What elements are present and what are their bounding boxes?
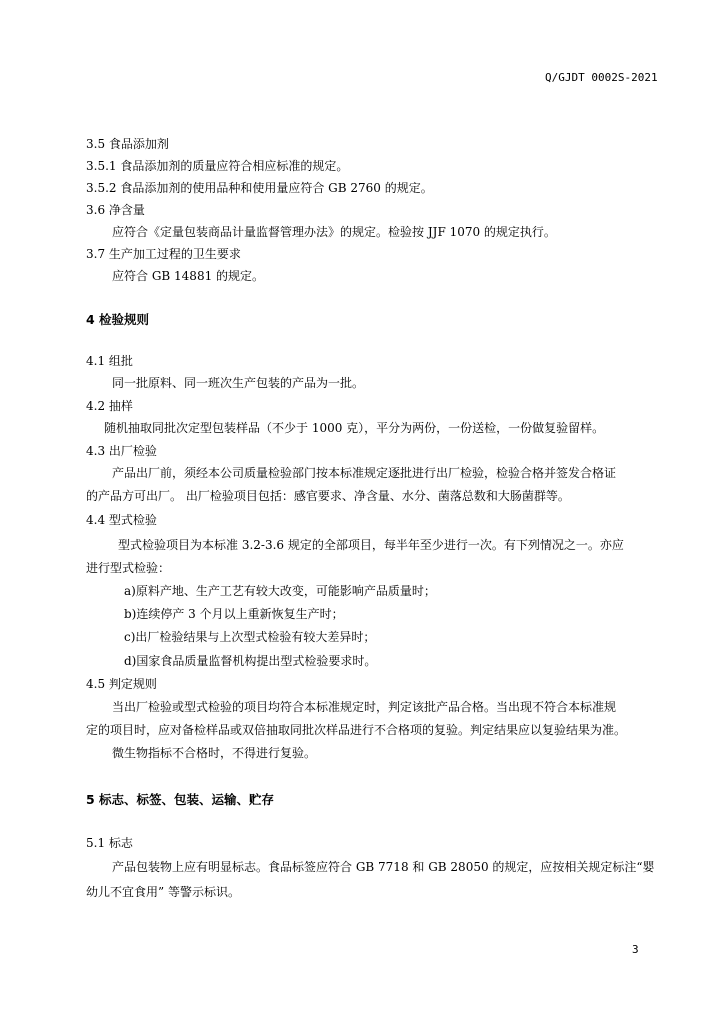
section-3-5-2: 3.5.2 食品添加剂的使用品种和使用量应符合 GB 2760 的规定。 bbox=[86, 181, 433, 195]
section-4-2-title: 4.2 抽样 bbox=[86, 399, 133, 413]
section-5-1-body-line-1: 产品包装物上应有明显标志。食品标签应符合 GB 7718 和 GB 28050 的规定，应按相关规定标注“婴 bbox=[112, 860, 655, 874]
page-number: 3 bbox=[632, 943, 639, 956]
section-5-1-body-line-2: 幼儿不宜食用” 等警示标识。 bbox=[86, 885, 240, 899]
section-4-3-body-line-2: 的产品方可出厂。 出厂检验项目包括：感官要求、净含量、水分、菌落总数和大肠菌群等。 bbox=[86, 489, 570, 503]
section-4-1-title: 4.1 组批 bbox=[86, 354, 133, 368]
section-4-4-title: 4.4 型式检验 bbox=[86, 513, 157, 527]
section-4-5-title: 4.5 判定规则 bbox=[86, 677, 157, 691]
section-4-2-body: 随机抽取同批次定型包装样品（不少于 1000 克），平分为两份，一份送检，一份做复验留样。 bbox=[104, 421, 605, 435]
list-item-c: c)出厂检验结果与上次型式检验有较大差异时； bbox=[124, 630, 376, 644]
section-3-7-body: 应符合 GB 14881 的规定。 bbox=[112, 269, 265, 283]
section-3-5-title: 3.5 食品添加剂 bbox=[86, 137, 169, 151]
section-4-5-body-line-2: 定的项目时，应对备检样品或双倍抽取同批次样品进行不合格项的复验。判定结果应以复验结果为准。 bbox=[86, 723, 627, 737]
list-item-b: b)连续停产 3 个月以上重新恢复生产时； bbox=[124, 607, 344, 621]
section-4-4-body-line-2: 进行型式检验： bbox=[86, 561, 171, 575]
section-3-6-title: 3.6 净含量 bbox=[86, 203, 145, 217]
section-5-heading: 5 标志、标签、包装、运输、贮存 bbox=[86, 792, 275, 807]
section-4-3-body-line-1: 产品出厂前，须经本公司质量检验部门按本标准规定逐批进行出厂检验，检验合格并签发合格证 bbox=[112, 466, 617, 480]
section-3-5-1: 3.5.1 食品添加剂的质量应符合相应标准的规定。 bbox=[86, 159, 349, 173]
section-5-1-title: 5.1 标志 bbox=[86, 836, 133, 850]
section-4-3-title: 4.3 出厂检验 bbox=[86, 444, 157, 458]
section-4-5-body-line-3: 微生物指标不合格时，不得进行复验。 bbox=[112, 746, 317, 760]
list-item-a: a)原料产地、生产工艺有较大改变，可能影响产品质量时； bbox=[124, 584, 436, 598]
section-4-4-body-line-1: 型式检验项目为本标准 3.2-3.6 规定的全部项目，每半年至少进行一次。有下列情况之一。亦应 bbox=[118, 538, 624, 552]
section-4-heading: 4 检验规则 bbox=[86, 312, 150, 327]
document-code: Q/GJDT 0002S-2021 bbox=[545, 71, 658, 84]
section-3-7-title: 3.7 生产加工过程的卫生要求 bbox=[86, 247, 241, 261]
section-3-6-body: 应符合《定量包装商品计量监督管理办法》的规定。检验按 JJF 1070 的规定执行。 bbox=[112, 225, 556, 239]
section-4-5-body-line-1: 当出厂检验或型式检验的项目均符合本标准规定时，判定该批产品合格。当出现不符合本标准规 bbox=[112, 700, 617, 714]
list-item-d: d)国家食品质量监督机构提出型式检验要求时。 bbox=[124, 654, 377, 668]
section-4-1-body: 同一批原料、同一班次生产包装的产品为一批。 bbox=[112, 376, 365, 390]
